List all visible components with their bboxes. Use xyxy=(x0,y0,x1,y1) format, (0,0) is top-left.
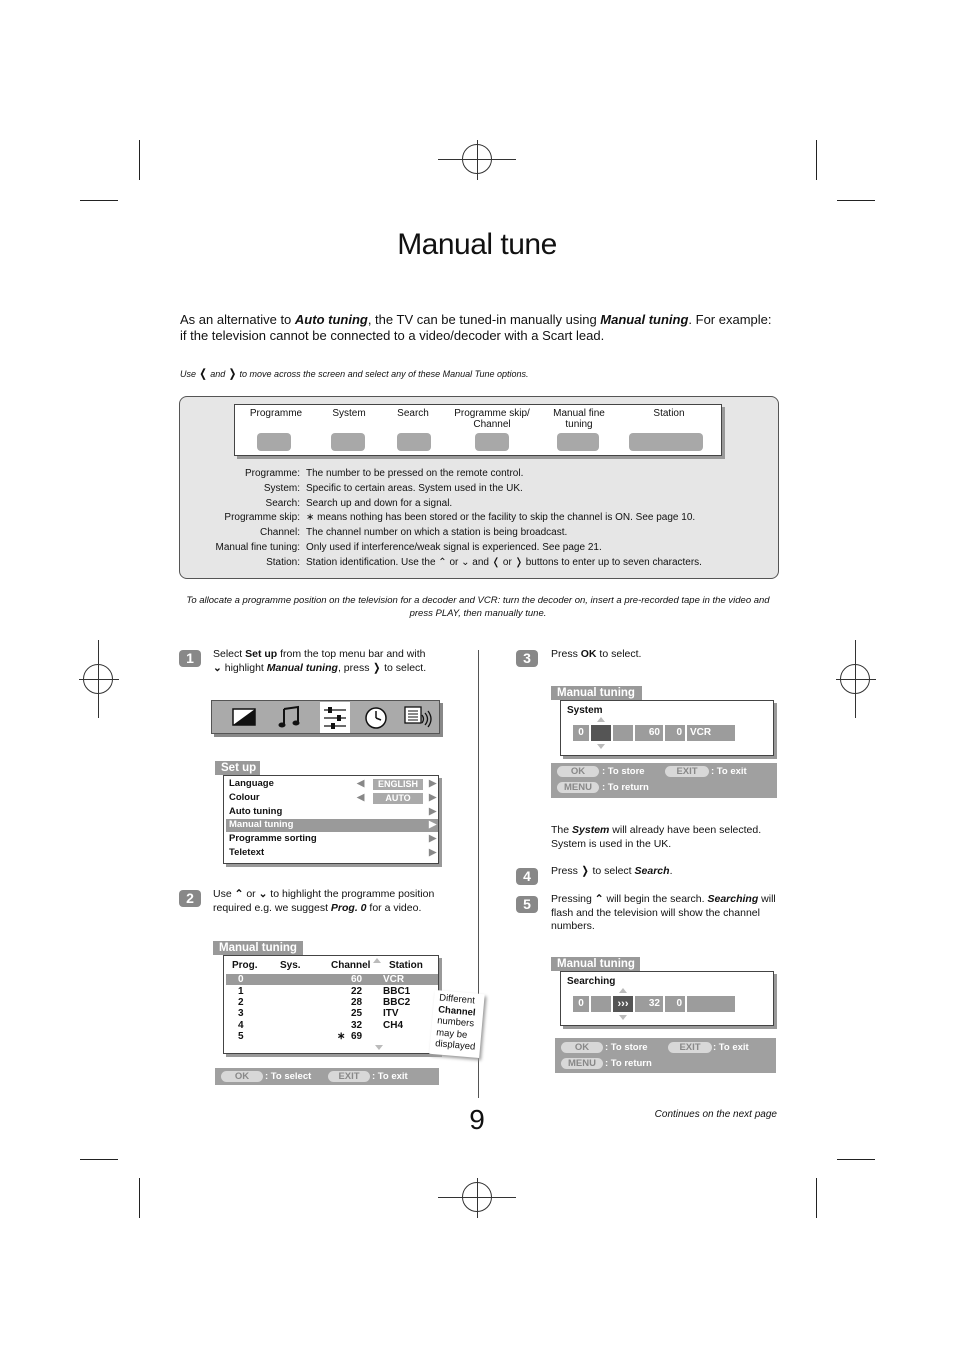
table-row[interactable]: 1 22 BBC1 xyxy=(238,986,411,997)
table-row[interactable]: 0 60 VCR xyxy=(238,974,405,985)
colour-value: AUTO xyxy=(373,793,423,804)
definition-item: Manual fine tuning: Only used if interference/weak signal is experienced. See page 21. xyxy=(215,542,602,553)
menu-item-teletext[interactable]: Teletext xyxy=(229,847,265,858)
scroll-down-icon[interactable] xyxy=(375,1045,383,1050)
auto-tuning-term: Auto tuning xyxy=(294,312,368,327)
step-number-4: 4 xyxy=(516,868,538,885)
ok-button[interactable]: OK xyxy=(557,766,599,777)
option-label-programme-skip: Programme skip/ Channel xyxy=(454,408,530,430)
exit-button[interactable]: EXIT xyxy=(328,1071,370,1082)
option-label-system: System xyxy=(332,408,366,419)
left-arrow-icon: ◀ xyxy=(357,778,365,789)
crop-mark xyxy=(837,1159,875,1160)
search-cell[interactable]: ››› xyxy=(613,996,633,1012)
manual-tuning-tab: Manual tuning xyxy=(213,941,303,955)
crop-mark xyxy=(816,140,817,180)
setup-tab: Set up xyxy=(215,761,260,775)
language-value: ENGLISH xyxy=(373,779,423,790)
table-button-bar: OK : To select EXIT : To exit xyxy=(215,1068,439,1085)
step2-text: Use ⌃ or ⌄ to highlight the programme position required e.g. we suggest Prog. 0 for a video. xyxy=(213,888,435,914)
crop-mark xyxy=(139,140,140,180)
system-button-bar: OK : To store EXIT : To exit MENU : To return xyxy=(551,763,777,798)
step3-text: Press OK to select. xyxy=(551,648,642,660)
header-station: Station xyxy=(389,960,423,971)
menu-button[interactable]: MENU xyxy=(557,782,599,793)
fine-cell: 0 xyxy=(665,725,685,741)
step-number-1: 1 xyxy=(179,650,201,667)
option-label-search: Search xyxy=(397,408,429,419)
table-row[interactable]: 3 25 ITV xyxy=(238,1008,399,1019)
search-screen xyxy=(560,971,774,1026)
setup-icon[interactable] xyxy=(320,702,350,733)
right-arrow-icon: ▶ xyxy=(429,792,437,803)
teletext-icon[interactable] xyxy=(404,705,432,729)
left-arrow-icon: ◀ xyxy=(357,792,365,803)
page-title: Manual tune xyxy=(397,228,557,261)
channel-field xyxy=(475,433,509,451)
setup-menu xyxy=(223,775,439,864)
ok-button[interactable]: OK xyxy=(221,1071,263,1082)
step5-text: Pressing ⌃ will begin the search. Searching will flash and the television will show the channel numbers. xyxy=(551,893,776,932)
definition-item: Search: Search up and down for a signal. xyxy=(265,497,453,509)
station-cell: VCR xyxy=(687,725,735,741)
search-field xyxy=(397,433,431,451)
crop-mark xyxy=(80,1159,118,1160)
options-panel xyxy=(179,396,779,579)
right-chevron-icon: ❭ xyxy=(372,661,382,674)
programme-field xyxy=(257,433,291,451)
station-cell xyxy=(687,996,735,1012)
sound-icon[interactable] xyxy=(278,705,302,729)
exit-button[interactable]: EXIT xyxy=(668,1042,712,1053)
crop-mark xyxy=(80,200,118,201)
system-field xyxy=(331,433,365,451)
right-arrow-icon: ▶ xyxy=(429,819,437,830)
header-prog: Prog. xyxy=(232,960,258,971)
step4-text: Press ❭ to select Search. xyxy=(551,865,673,877)
manual-tuning-table xyxy=(223,955,439,1054)
left-chevron-icon: ❬ xyxy=(198,368,208,380)
search-button-bar: OK : To store EXIT : To exit MENU : To return xyxy=(555,1038,776,1073)
search-cell xyxy=(613,725,633,741)
nav-hint: Use ❬ and ❭ to move across the screen and select any of these Manual Tune options. xyxy=(180,368,529,380)
system-screen xyxy=(560,700,774,756)
crop-mark xyxy=(816,1178,817,1218)
definition-item: Programme: The number to be pressed on the remote control. xyxy=(244,468,524,479)
header-channel: Channel xyxy=(331,960,371,971)
picture-icon[interactable] xyxy=(232,708,256,726)
station-field xyxy=(629,433,703,451)
fine-tuning-field xyxy=(557,433,599,451)
allocate-note: To allocate a programme position on the television for a decoder and VCR: turn the decoder on, insert a pre-recorded tape in the video and press PLAY, then manually tune. xyxy=(186,595,770,619)
definition-item: Station: Station identification. Use the ⌃ or ⌄ and ❬ or ❭ buttons to enter up to seven characters. xyxy=(266,556,702,568)
step-number-3: 3 xyxy=(516,650,538,667)
crop-mark xyxy=(837,200,875,201)
system-cell xyxy=(591,996,611,1012)
right-arrow-icon: ▶ xyxy=(429,778,437,789)
right-arrow-icon: ▶ xyxy=(429,833,437,844)
option-label-fine-tuning: Manual fine tuning xyxy=(553,408,605,430)
manual-tuning-term: Manual tuning xyxy=(600,312,689,327)
down-chevron-icon: ⌄ xyxy=(213,661,222,674)
table-row[interactable]: 5 ∗ 69 xyxy=(238,1031,363,1042)
options-screen xyxy=(234,404,722,456)
search-screen-tab: Manual tuning xyxy=(551,957,640,971)
channel-numbers-note: Different Channel numbers may be displayed xyxy=(429,990,484,1058)
menu-item-colour[interactable]: Colour xyxy=(229,792,260,803)
crop-mark xyxy=(139,1178,140,1218)
menu-item-manual-tuning[interactable]: Manual tuning xyxy=(229,819,294,830)
continues-note: Continues on the next page xyxy=(654,1109,777,1120)
intro-paragraph: As an alternative to Auto tuning, the TV can be tuned-in manually using Manual tuning. For example: if the television cannot be connected to a video/decoder with a Scart lead. xyxy=(180,312,772,343)
definition-item: Channel: The channel number on which a station is being broadcast. xyxy=(259,527,568,539)
system-note: The System will already have been selected. System is used in the UK. xyxy=(551,824,762,850)
prog-cell: 0 xyxy=(573,725,589,741)
step1-text: Select Set up from the top menu bar and with ⌄ highlight Manual tuning, press ❭ to select. xyxy=(213,648,427,674)
clock-icon[interactable] xyxy=(364,706,388,730)
up-chevron-icon: ⌃ xyxy=(234,888,244,900)
menu-item-programme-sorting[interactable]: Programme sorting xyxy=(229,833,317,844)
option-label-programme: Programme xyxy=(249,408,303,419)
system-cell[interactable] xyxy=(591,725,611,741)
step-number-2: 2 xyxy=(179,890,201,907)
menu-item-auto-tuning[interactable]: Auto tuning xyxy=(229,806,283,817)
top-menu-bar xyxy=(211,700,440,734)
right-arrow-icon: ▶ xyxy=(429,806,437,817)
system-screen-tab: Manual tuning xyxy=(551,686,642,700)
scroll-up-icon[interactable] xyxy=(373,958,381,963)
step-number-5: 5 xyxy=(516,896,538,913)
option-label-station: Station xyxy=(653,408,685,419)
page-number: 9 xyxy=(469,1104,485,1135)
right-chevron-icon: ❭ xyxy=(227,368,238,380)
skip-mark: ∗ xyxy=(337,1031,346,1042)
header-sys: Sys. xyxy=(280,960,301,971)
channel-cell: 60 xyxy=(635,725,663,741)
definition-item: Programme skip: ∗ means nothing has been stored or the facility to skip the channel is ON. See page 10. xyxy=(224,512,696,524)
menu-button[interactable]: MENU xyxy=(561,1058,603,1069)
table-row[interactable]: 4 32 CH4 xyxy=(238,1020,404,1031)
channel-cell: 32 xyxy=(635,996,663,1012)
table-row[interactable]: 2 28 BBC2 xyxy=(238,997,411,1008)
prog-cell: 0 xyxy=(573,996,589,1012)
fine-cell: 0 xyxy=(665,996,685,1012)
right-chevron-icon: ❭ xyxy=(580,865,590,877)
ok-button[interactable]: OK xyxy=(561,1042,603,1053)
up-chevron-icon: ⌃ xyxy=(594,893,604,905)
searching-label: Searching xyxy=(567,976,616,987)
system-label: System xyxy=(567,705,603,716)
down-chevron-icon: ⌄ xyxy=(258,888,268,900)
down-arrow-icon xyxy=(597,744,605,749)
down-arrow-icon xyxy=(619,1015,627,1020)
up-arrow-icon xyxy=(619,988,627,993)
right-arrow-icon: ▶ xyxy=(429,847,437,858)
definitions-list xyxy=(180,467,780,572)
exit-button[interactable]: EXIT xyxy=(665,766,709,777)
up-arrow-icon xyxy=(597,717,605,722)
menu-item-language[interactable]: Language xyxy=(229,778,274,789)
definition-item: System: Specific to certain areas. System used in the UK. xyxy=(263,482,523,494)
